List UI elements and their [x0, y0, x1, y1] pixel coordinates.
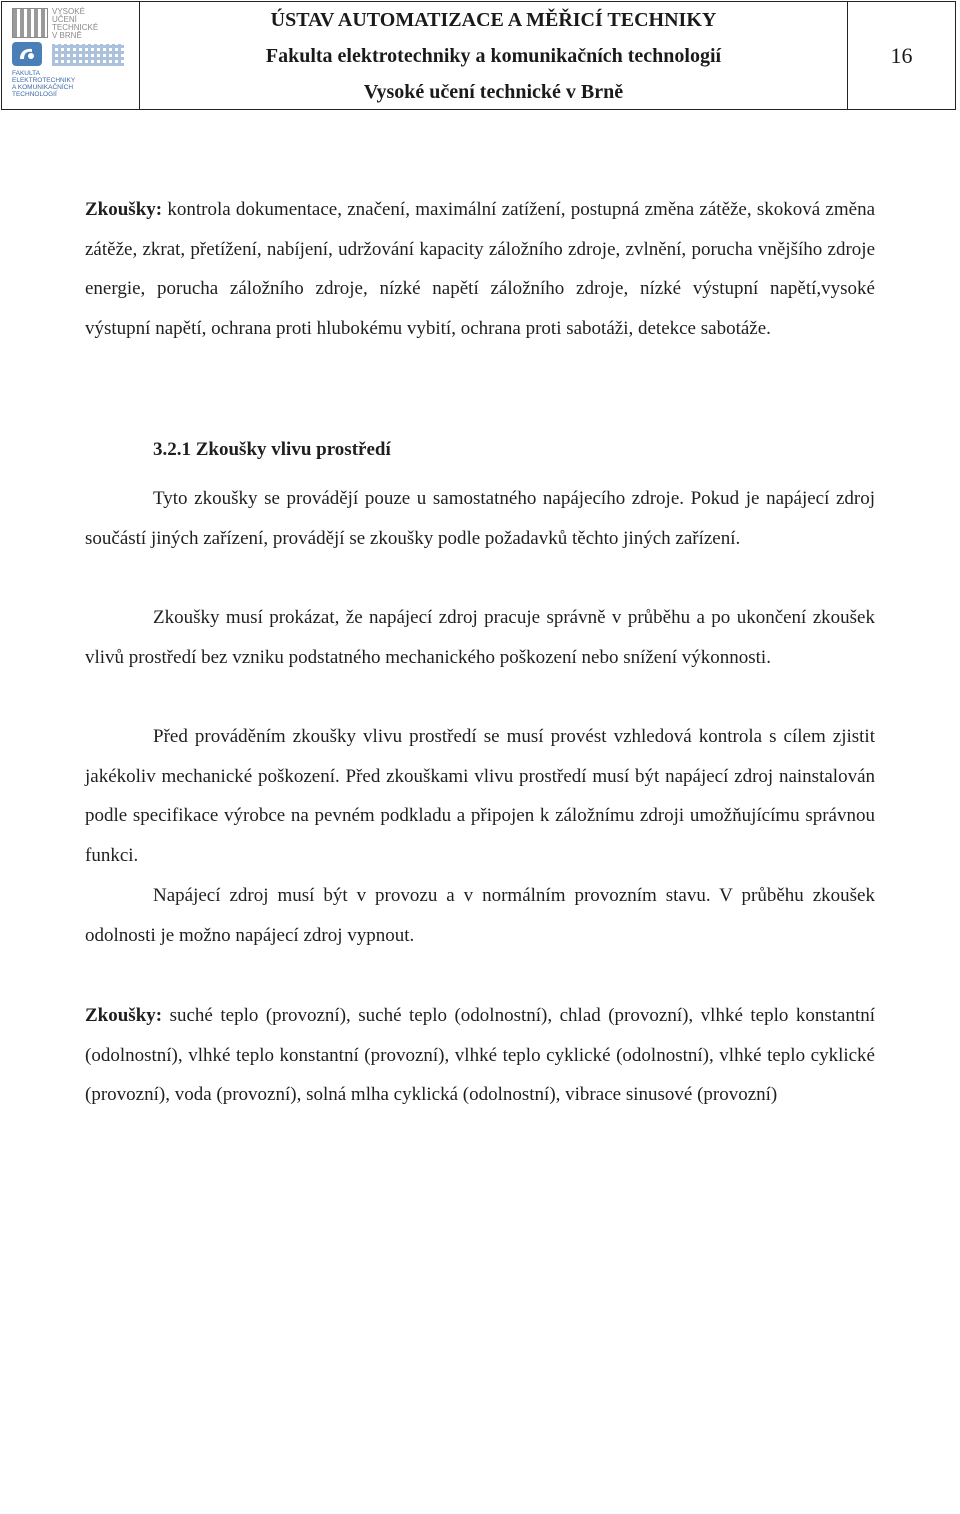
section-title: 3.2.1 Zkoušky vlivu prostředí — [153, 439, 391, 460]
tests-list-2 — [85, 996, 875, 1115]
vut-logo-text: VYSOKÉ UČENÍ TECHNICKÉ V BRNĚ — [52, 7, 99, 40]
university-name: Vysoké učení technické v Brně — [363, 80, 624, 103]
fekt-logo-icon — [12, 42, 42, 66]
header-titles — [140, 2, 848, 109]
paragraph-3: Před prováděním zkoušky vlivu prostředí se musí provést vzhledová kontrola s cílem zjistit jakékoliv mechanické poškození. Před zkouškami vlivu prostředí musí být napájecí zdroj nainstalován podle specifikace výrobce na pevném podkladu a připojen k záložnímu zdroji umožňujícímu správnou funkci. — [85, 726, 875, 866]
faculty-name: Fakulta elektrotechniky a komunikačních technologií — [265, 44, 722, 67]
tests-list-1 — [85, 190, 875, 348]
tests-label: Zkoušky: — [85, 1005, 163, 1026]
institute-name: ÚSTAV AUTOMATIZACE A MĚŘICÍ TECHNIKY — [270, 8, 717, 31]
fekt-pattern-icon — [52, 44, 124, 66]
paragraph-1: Tyto zkoušky se provádějí pouze u samostatného napájecího zdroje. Pokud je napájecí zdroj součástí jiných zařízení, provádějí se zkoušky podle požadavků těchto jiných zařízení. — [85, 488, 875, 549]
paragraph-2: Zkoušky musí prokázat, že napájecí zdroj pracuje správně v průběhu a po ukončení zkoušek vlivů prostředí bez vzniku podstatného mechanického poškození nebo snížení výkonnosti. — [85, 607, 875, 668]
paragraph-4: Napájecí zdroj musí být v provozu a v normálním provozním stavu. V průběhu zkoušek odolnosti je možno napájecí zdroj vypnout. — [85, 885, 875, 946]
tests-text: suché teplo (provozní), suché teplo (odolnostní), chlad (provozní), vlhké teplo konstantní (odolnostní), vlhké teplo konstantní (provozní), vlhké teplo cyklické (odolnostní), vlhké teplo cyklické (provozní), voda (provozní), solná mlha cyklická (odolnostní), vibrace sinusové (provozní) — [85, 1005, 876, 1105]
page-header — [1, 1, 956, 110]
section-heading — [85, 430, 875, 470]
page-number: 16 — [890, 42, 913, 68]
fekt-logo-text: FAKULTA ELEKTROTECHNIKY A KOMUNIKAČNÍCH TECHNOLOGIÍ — [12, 70, 76, 98]
tests-label: Zkoušky: — [85, 199, 163, 220]
vut-logo-icon — [12, 8, 48, 38]
tests-text: kontrola dokumentace, značení, maximální zatížení, postupná změna zátěže, skoková změna zátěže, zkrat, přetížení, nabíjení, udržování kapacity záložního zdroje, zvlnění, porucha vnějšího zdroje energie, porucha záložního zdroje, nízké napětí záložního zdroje, nízké výstupní napětí,vysoké výstupní napětí, ochrana proti hlubokému vybití, ochrana proti sabotáži, detekce sabotáže. — [85, 199, 876, 339]
logo-area — [2, 2, 140, 109]
